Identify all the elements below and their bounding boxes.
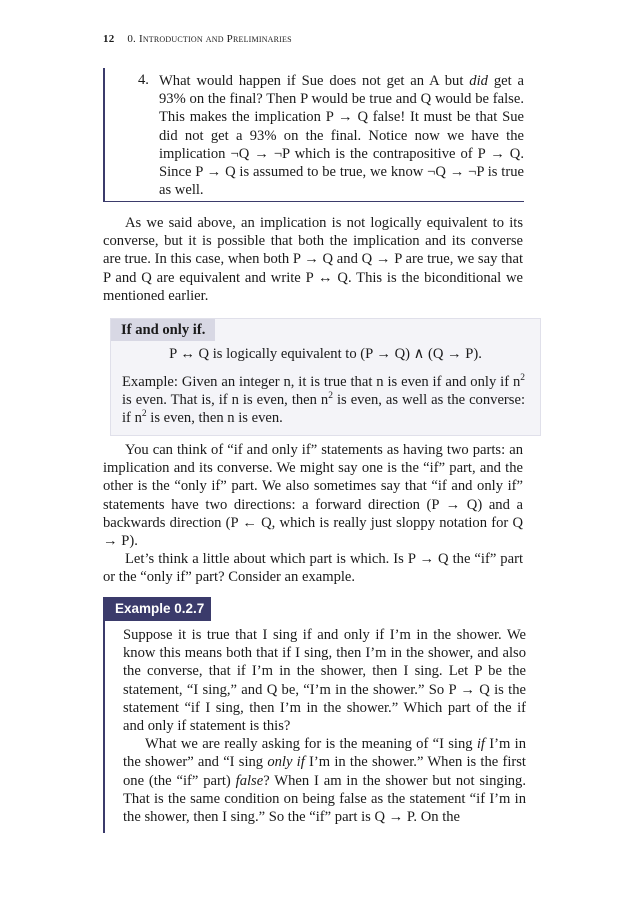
example-label: Example 0.2.7 <box>103 597 211 621</box>
paragraph: You can think of “if and only if” statements as having two parts: an implication and its converse. We might say one is the “if” part, and the other is the “only if” part. We also sometimes say that “if and only if” statements have two directions: a forward direction (P → Q) and a backwards direction (P ← Q, which is really just sloppy notation for Q → P). <box>103 442 523 550</box>
example-paragraph: What we are really asking for is the meaning of “I sing if I’m in the shower” and “I sing only if I’m in the shower.” When is the first one (the “if” part) false? When I am in the shower but not singing. That is the same condition on being false as the statement “if I’m in the shower, then I sing.” So the “if” part is Q → P. On the <box>123 736 527 826</box>
page-header <box>103 33 292 45</box>
example-box <box>103 621 525 833</box>
continued-example-box <box>103 68 524 202</box>
list-item-text: What would happen if Sue does not get an A but did get a 93% on the final? Then P would be true and Q would be false. This makes the implication P → Q false! It must be that Sue did not get a 93% on the final. Notice now we have the implication ¬Q → ¬P which is the contrapositive of P → Q. Since P → Q is assumed to be true, we know ¬Q → ¬P is true as well. <box>159 73 524 199</box>
definition-formula: P ↔ Q is logically equivalent to (P → Q) ∧ (Q → P). <box>169 346 482 362</box>
body-paragraphs-if-only-if <box>103 441 523 587</box>
list-number: 4. <box>138 72 149 88</box>
page-number: 12 <box>103 33 115 45</box>
body-paragraph-biconditional: As we said above, an implication is not logically equivalent to its converse, but it is possible that both the implication and its converse are true. In this case, when both P → Q and Q → P are true, we say that P and Q are equivalent and write P ↔ Q. This is the biconditional we mentioned earlier. <box>103 215 523 304</box>
example-paragraph: Suppose it is true that I sing if and only if I’m in the shower. We know this means both that if I sing, then I’m in the shower, and also the converse, that if I’m in the shower, then I sing. Let P be the statement, “I sing,” and Q be, “I’m in the shower.” So P → Q is the statement “if I sing, then I’m in the shower.” Which part of the if and only if statement is this? <box>123 627 526 735</box>
chapter-title: 0. Introduction and Preliminaries <box>127 33 292 45</box>
definition-label: If and only if. <box>111 319 215 341</box>
paragraph: Let’s think a little about which part is which. Is P → Q the “if” part or the “only if” part? Consider an example. <box>103 551 523 586</box>
definition-box <box>110 318 541 436</box>
definition-example: Example: Given an integer n, it is true that n is even if and only if $n^2$ is even. That is, if n is even, then $n^2$ is even, as well as the converse: if $n^2$ is even, then n is even. <box>122 373 525 427</box>
